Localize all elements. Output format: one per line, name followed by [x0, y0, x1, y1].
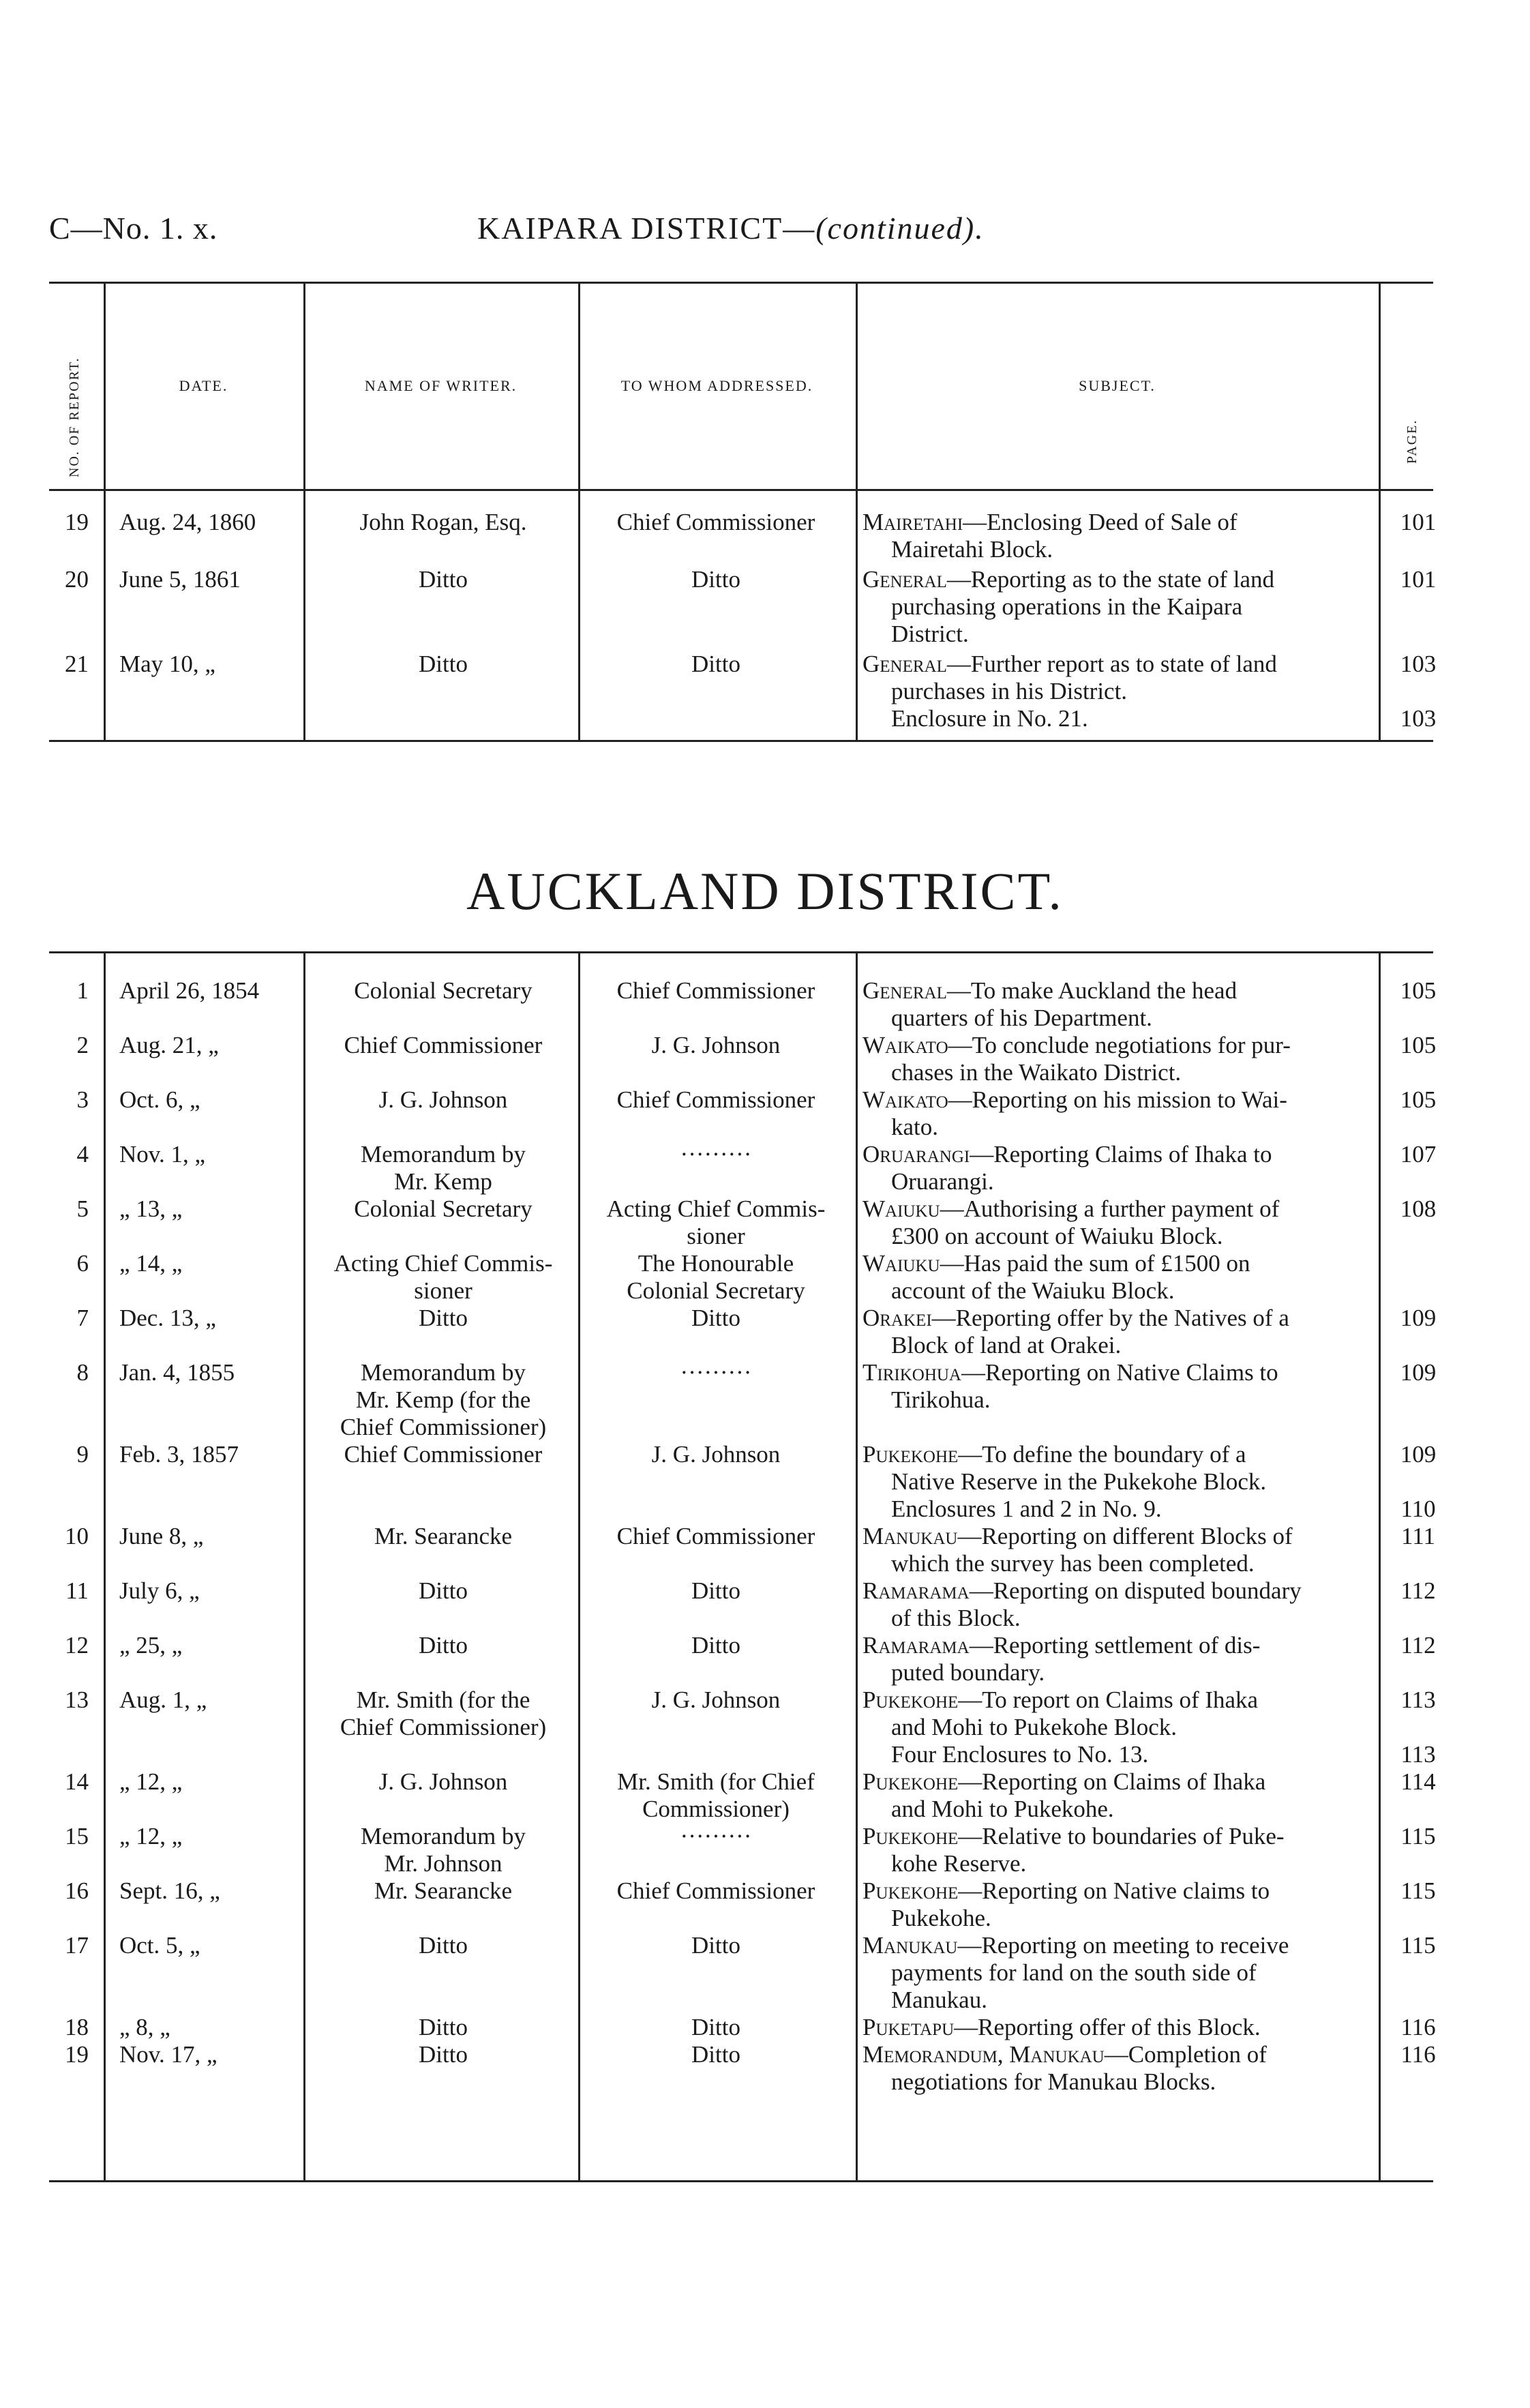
report-date: Nov. 1, „ [119, 1141, 206, 1168]
page-number: 103 [1400, 651, 1437, 677]
writer-name: Chief Commissioner [344, 1032, 543, 1058]
subject-heading: Waikato [862, 1086, 948, 1113]
writer-name: Chief Commissioner [344, 1441, 543, 1468]
column-header-date: DATE. [179, 377, 228, 394]
col-divider [856, 284, 858, 741]
auckland-top-rule [49, 951, 1433, 953]
subject-continuation: Enclosures 1 and 2 in No. 9. [891, 1496, 1162, 1522]
page-number: 112 [1400, 1632, 1436, 1659]
addressee: J. G. Johnson [651, 1441, 781, 1468]
report-number: 6 [76, 1250, 89, 1277]
report-date: Oct. 6, „ [119, 1086, 200, 1113]
addressee: Chief Commissioner [616, 1877, 815, 1904]
page-number: 112 [1400, 1577, 1436, 1604]
subject-text: Waikato—Reporting on his mission to Wai- kato. [862, 1086, 1374, 1141]
document-reference: C—No. 1. x. [49, 211, 218, 246]
subject-continuation: Pukekohe. [891, 1905, 991, 1931]
page-number: 105 [1400, 1032, 1437, 1058]
subject-text: General—To make Auckland the head quarters of his Department. [862, 977, 1374, 1032]
addressee: Mr. Smith (for Chief Commissioner) [617, 1768, 815, 1822]
report-date: Dec. 13, „ [119, 1305, 216, 1331]
page-number: 116 [1400, 2014, 1436, 2040]
subject-heading: Puketapu [862, 2014, 955, 2040]
subject-text: Waiuku—Authorising a further payment of £300 on account of Waiuku Block. [862, 1195, 1374, 1250]
report-date: Jan. 4, 1855 [119, 1359, 235, 1386]
page-number: 116 [1400, 2041, 1436, 2068]
report-date: July 6, „ [119, 1577, 200, 1604]
report-number: 7 [76, 1305, 89, 1331]
page-number: 115 [1400, 1932, 1436, 1959]
report-date: Oct. 5, „ [119, 1932, 200, 1959]
report-date: „ 13, „ [119, 1195, 183, 1222]
subject-heading: General [862, 566, 947, 593]
subject-text: Orakei—Reporting offer by the Natives of a Block of land at Orakei. [862, 1305, 1374, 1359]
report-date: „ 25, „ [119, 1632, 183, 1659]
col-divider [578, 953, 580, 2181]
page-number: 114 [1400, 1768, 1436, 1795]
addressee: Ditto [691, 1305, 740, 1331]
subject-continuation: District. [891, 621, 969, 647]
header-bottom-rule [49, 489, 1433, 491]
subject-text: Manukau—Reporting on different Blocks of which the survey has been completed. [862, 1523, 1374, 1577]
report-number: 12 [65, 1632, 89, 1659]
addressee: Chief Commissioner [616, 509, 815, 535]
subject-text: Pukekohe—Relative to boundaries of Puke- kohe Reserve. [862, 1823, 1374, 1877]
writer-name: Ditto [419, 651, 468, 677]
subject-continuation: of this Block. [891, 1605, 1021, 1631]
report-date: „ 12, „ [119, 1768, 183, 1795]
addressee: ········· [680, 1141, 752, 1168]
addressee: Ditto [691, 2014, 740, 2040]
subject-heading: General [862, 977, 947, 1004]
subject-continuation: quarters of his Department. [891, 1005, 1152, 1031]
subject-continuation: purchases in his District. [891, 678, 1128, 704]
subject-continuation: Four Enclosures to No. 13. [891, 1741, 1149, 1768]
col-divider [1379, 284, 1381, 741]
subject-heading: Waiuku [862, 1250, 940, 1277]
writer-name: Ditto [419, 1932, 468, 1959]
subject-text: Memorandum, Manukau—Completion of negotiations for Manukau Blocks. [862, 2041, 1374, 2096]
column-header-page: PAGE. [1405, 419, 1420, 464]
report-number: 20 [65, 566, 89, 593]
report-date: June 5, 1861 [119, 566, 241, 593]
report-number: 15 [65, 1823, 89, 1849]
subject-text: Tirikohua—Reporting on Native Claims to Tirikohua. [862, 1359, 1374, 1414]
report-date: May 10, „ [119, 651, 215, 677]
subject-continuation: Mairetahi Block. [891, 536, 1053, 563]
page-number: 101 [1400, 566, 1437, 593]
report-date: Feb. 3, 1857 [119, 1441, 239, 1468]
writer-name: Colonial Secretary [354, 977, 532, 1004]
page-number: 108 [1400, 1195, 1437, 1222]
col-divider [104, 284, 106, 741]
subject-heading: Pukekohe [862, 1441, 959, 1468]
subject-heading: Waiuku [862, 1195, 940, 1222]
page-number: 115 [1400, 1877, 1436, 1904]
subject-text: Waiuku—Has paid the sum of £1500 on account of the Waiuku Block. [862, 1250, 1374, 1305]
subject-text: General—Reporting as to the state of land purchasing operations in the Kaipara District. [862, 566, 1374, 648]
section-title: AUCKLAND DISTRICT. [466, 861, 1064, 921]
col-divider [1379, 953, 1381, 2181]
report-number: 1 [76, 977, 89, 1004]
subject-heading: Ramarama [862, 1632, 970, 1659]
writer-name: Ditto [419, 2041, 468, 2068]
subject-continuation: Native Reserve in the Pukekohe Block. [891, 1468, 1267, 1495]
subject-heading: Manukau [862, 1932, 958, 1959]
page-number: 105 [1400, 977, 1437, 1004]
report-number: 5 [76, 1195, 89, 1222]
subject-continuation: puted boundary. [891, 1659, 1045, 1686]
subject-continuation: purchasing operations in the Kaipara [891, 593, 1243, 620]
report-number: 3 [76, 1086, 89, 1113]
writer-name: Mr. Smith (for the Chief Commissioner) [340, 1686, 547, 1740]
subject-heading: Mairetahi [862, 509, 963, 535]
report-number: 19 [65, 509, 89, 535]
col-divider [303, 284, 305, 741]
subject-text: Puketapu—Reporting offer of this Block. [862, 2014, 1261, 2040]
writer-name: Memorandum by Mr. Kemp [360, 1141, 526, 1195]
subject-heading: Manukau [862, 1523, 958, 1549]
subject-text: Waikato—To conclude negotiations for pur- chases in the Waikato District. [862, 1032, 1374, 1086]
page-number: 113 [1400, 1686, 1436, 1713]
report-number: 16 [65, 1877, 89, 1904]
report-number: 19 [65, 2041, 89, 2068]
col-divider [856, 953, 858, 2181]
subject-heading: Waikato [862, 1032, 948, 1058]
writer-name: Colonial Secretary [354, 1195, 532, 1222]
subject-continuation: payments for land on the south side of [891, 1959, 1257, 1986]
column-header-subject: SUBJECT. [1079, 377, 1156, 394]
subject-continuation: account of the Waiuku Block. [891, 1277, 1175, 1304]
col-divider [303, 953, 305, 2181]
addressee: Ditto [691, 566, 740, 593]
column-header-addressed: TO WHOM ADDRESSED. [620, 377, 813, 394]
report-number: 2 [76, 1032, 89, 1058]
subject-continuation: kato. [891, 1114, 939, 1140]
page-number: 113 [1400, 1741, 1436, 1768]
addressee: ········· [680, 1359, 752, 1386]
subject-text: Ramarama—Reporting settlement of dis- puted boundary. [862, 1632, 1374, 1686]
subject-continuation: Tirikohua. [891, 1386, 991, 1413]
page-number: 115 [1400, 1823, 1436, 1849]
subject-continuation: £300 on account of Waiuku Block. [891, 1223, 1223, 1249]
subject-heading: Memorandum, Manukau [862, 2041, 1105, 2068]
report-date: Aug. 24, 1860 [119, 509, 256, 535]
auckland-bottom-rule [49, 2180, 1433, 2182]
report-date: „ 12, „ [119, 1823, 183, 1849]
writer-name: Ditto [419, 1632, 468, 1659]
report-date: June 8, „ [119, 1523, 204, 1549]
subject-continuation: Oruarangi. [891, 1168, 994, 1195]
page-number: 109 [1400, 1359, 1437, 1386]
subject-heading: Pukekohe [862, 1686, 959, 1713]
addressee: Ditto [691, 1632, 740, 1659]
writer-name: Ditto [419, 1305, 468, 1331]
report-date: Aug. 21, „ [119, 1032, 219, 1058]
writer-name: Ditto [419, 2014, 468, 2040]
subject-heading: Pukekohe [862, 1877, 959, 1904]
writer-name: Acting Chief Commis- sioner [333, 1250, 553, 1304]
report-number: 10 [65, 1523, 89, 1549]
subject-continuation: Manukau. [891, 1987, 987, 2013]
page-number: 111 [1401, 1523, 1435, 1549]
addressee: J. G. Johnson [651, 1032, 781, 1058]
subject-text: Pukekohe—To define the boundary of a Native Reserve in the Pukekohe Block. Enclosures 1 and 2 in No. 9. [862, 1441, 1374, 1523]
writer-name: Mr. Searancke [374, 1523, 513, 1549]
subject-heading: Pukekohe [862, 1768, 959, 1795]
report-date: Sept. 16, „ [119, 1877, 220, 1904]
report-number: 18 [65, 2014, 89, 2040]
subject-heading: Tirikohua [862, 1359, 961, 1386]
addressee: Ditto [691, 651, 740, 677]
subject-continuation: chases in the Waikato District. [891, 1059, 1182, 1086]
writer-name: Mr. Searancke [374, 1877, 513, 1904]
addressee: Chief Commissioner [616, 1523, 815, 1549]
column-header-no: NO. OF REPORT. [67, 357, 82, 477]
subject-heading: Pukekohe [862, 1823, 959, 1849]
subject-text: Pukekohe—Reporting on Claims of Ihaka and Mohi to Pukekohe. [862, 1768, 1374, 1823]
addressee: Acting Chief Commis- sioner [606, 1195, 826, 1249]
subject-text: Oruarangi—Reporting Claims of Ihaka to Oruarangi. [862, 1141, 1374, 1195]
addressee: Ditto [691, 2041, 740, 2068]
col-divider [104, 953, 106, 2181]
page-number: 109 [1400, 1441, 1437, 1468]
addressee: Chief Commissioner [616, 1086, 815, 1113]
writer-name: John Rogan, Esq. [359, 509, 527, 535]
subject-text: Pukekohe—Reporting on Native claims to Pukekohe. [862, 1877, 1374, 1932]
addressee: J. G. Johnson [651, 1686, 781, 1713]
report-number: 11 [65, 1577, 89, 1604]
report-date: „ 14, „ [119, 1250, 183, 1277]
page-number: 110 [1400, 1496, 1436, 1522]
subject-text: Pukekohe—To report on Claims of Ihaka and Mohi to Pukekohe Block. Four Enclosures to No. 13. [862, 1686, 1374, 1768]
subject-heading: Ramarama [862, 1577, 970, 1604]
addressee: The Honourable Colonial Secretary [627, 1250, 805, 1304]
addressee: Ditto [691, 1577, 740, 1604]
subject-heading: Oruarangi [862, 1141, 970, 1168]
report-number: 13 [65, 1686, 89, 1713]
subject-continuation: which the survey has been completed. [891, 1550, 1255, 1577]
report-number: 14 [65, 1768, 89, 1795]
report-number: 8 [76, 1359, 89, 1386]
subject-continuation: kohe Reserve. [891, 1850, 1027, 1877]
page-number: 107 [1400, 1141, 1437, 1168]
page-number: 103 [1400, 705, 1437, 732]
page-number: 109 [1400, 1305, 1437, 1331]
column-header-writer: NAME OF WRITER. [364, 377, 518, 394]
table-top-rule [49, 282, 1433, 284]
writer-name: Ditto [419, 566, 468, 593]
subject-heading: General [862, 651, 947, 677]
page-number: 101 [1400, 509, 1437, 535]
table-bottom-rule [49, 740, 1433, 742]
subject-text: Mairetahi—Enclosing Deed of Sale of Mairetahi Block. [862, 509, 1374, 563]
subject-continuation: Enclosure in No. 21. [891, 705, 1088, 732]
report-number: 17 [65, 1932, 89, 1959]
subject-continuation: and Mohi to Pukekohe Block. [891, 1714, 1177, 1740]
subject-continuation: negotiations for Manukau Blocks. [891, 2068, 1216, 2095]
page-number: 105 [1400, 1086, 1437, 1113]
subject-text: Ramarama—Reporting on disputed boundary of this Block. [862, 1577, 1374, 1632]
writer-name: Memorandum by Mr. Kemp (for the Chief Commissioner) [340, 1359, 547, 1440]
subject-continuation: and Mohi to Pukekohe. [891, 1796, 1114, 1822]
writer-name: J. G. Johnson [378, 1086, 508, 1113]
report-number: 9 [76, 1441, 89, 1468]
report-number: 4 [76, 1141, 89, 1168]
subject-text: General—Further report as to state of land purchases in his District. Enclosure in No. 21. [862, 651, 1374, 732]
page-title: KAIPARA DISTRICT—(continued). [477, 211, 985, 246]
writer-name: J. G. Johnson [378, 1768, 508, 1795]
writer-name: Memorandum by Mr. Johnson [360, 1823, 526, 1877]
report-date: „ 8, „ [119, 2014, 170, 2040]
subject-text: Manukau—Reporting on meeting to receive payments for land on the south side of Manukau. [862, 1932, 1374, 2014]
writer-name: Ditto [419, 1577, 468, 1604]
addressee: Chief Commissioner [616, 977, 815, 1004]
report-number: 21 [65, 651, 89, 677]
report-date: Aug. 1, „ [119, 1686, 207, 1713]
addressee: Ditto [691, 1932, 740, 1959]
subject-continuation: Block of land at Orakei. [891, 1332, 1122, 1358]
report-date: Nov. 17, „ [119, 2041, 217, 2068]
subject-heading: Orakei [862, 1305, 932, 1331]
report-date: April 26, 1854 [119, 977, 260, 1004]
addressee: ········· [680, 1823, 752, 1849]
